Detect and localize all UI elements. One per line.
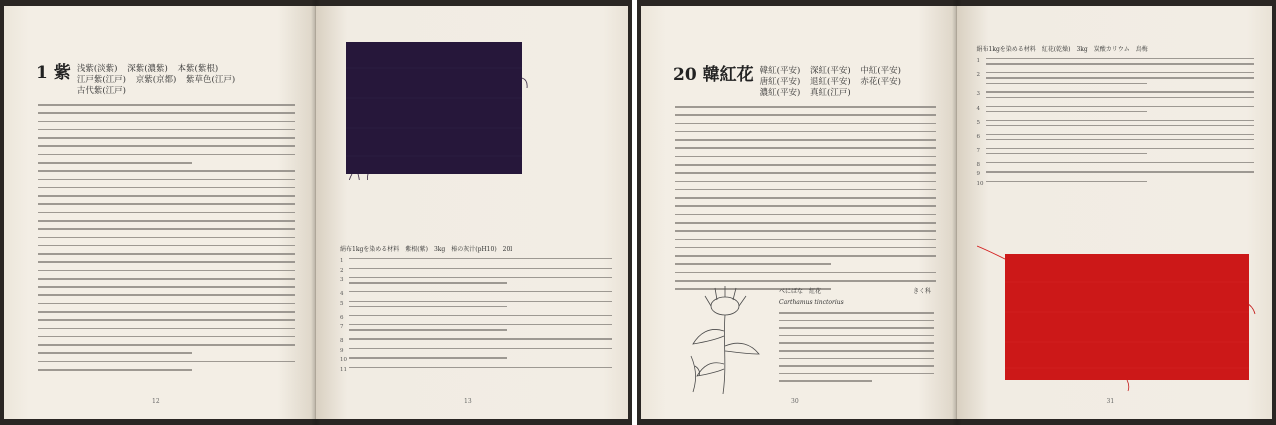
step-item: 9 xyxy=(340,348,612,354)
synonym: 真紅(江戸) xyxy=(810,88,851,98)
materials-caption: 絹布1kgを染める材料 紫根(紫) 3kg 椿の灰汁(pH10) 20l xyxy=(340,246,513,253)
dye-steps xyxy=(340,258,612,376)
step-item: 4 xyxy=(977,106,1255,117)
synonym: 濃紅(平安) xyxy=(759,88,801,98)
chapter-heading xyxy=(673,66,940,99)
synonym: 韓紅(平安) xyxy=(759,66,801,76)
synonym: 唐紅(平安) xyxy=(759,77,801,87)
chapter-title: 紫 xyxy=(53,63,71,83)
materials-caption: 絹布1kgを染める材料 紅花(乾燥) 3kg 炭酸カリウム 鳥梅 xyxy=(976,46,1148,53)
page-number: 31 xyxy=(1106,398,1115,405)
step-item: 6 xyxy=(340,315,612,321)
step-item: 9 xyxy=(977,171,1255,177)
synonym: 深紫(濃紫) xyxy=(127,64,168,74)
right-page xyxy=(957,6,1273,419)
chapter-title: 韓紅花 xyxy=(702,65,754,85)
safflower-illustration xyxy=(681,286,771,396)
synonym: 赤花(平安) xyxy=(860,77,901,87)
plant-description xyxy=(779,312,934,388)
step-item: 6 xyxy=(977,134,1255,145)
chapter-number: 20 xyxy=(673,65,697,85)
book-spread-murasaki xyxy=(0,0,632,425)
step-item: 7 xyxy=(977,148,1255,159)
synonym: 紫草色(江戸) xyxy=(186,75,236,85)
step-item: 11 xyxy=(340,367,612,373)
latin-name: Carthamus tinctorius xyxy=(779,299,844,306)
color-synonyms xyxy=(760,66,940,99)
book-spread-karakurenai xyxy=(637,0,1276,425)
step-item: 1 xyxy=(340,258,612,264)
page-number: 30 xyxy=(791,398,799,405)
right-page xyxy=(316,6,628,419)
synonym: 深紅(平安) xyxy=(810,66,851,76)
step-item: 10 xyxy=(977,181,1255,187)
page-number: 13 xyxy=(464,398,472,405)
left-page xyxy=(641,6,957,419)
murasaki-fabric-swatch xyxy=(338,38,528,180)
step-item: 8 xyxy=(340,338,612,344)
plant-name-label: べにばな 紅花 xyxy=(779,288,822,295)
dye-steps xyxy=(977,58,1255,190)
step-item: 3 xyxy=(340,277,612,288)
body-text xyxy=(38,104,295,377)
synonym: 京紫(京都) xyxy=(135,75,177,85)
body-text xyxy=(675,106,936,296)
chapter-heading xyxy=(36,64,277,97)
left-page xyxy=(4,6,316,419)
step-item: 3 xyxy=(977,91,1255,102)
page-number: 12 xyxy=(152,398,160,405)
synonym: 本紫(紫根) xyxy=(177,64,219,74)
step-item: 10 xyxy=(340,357,612,363)
plant-family-label: きく科 xyxy=(913,288,932,295)
step-item: 7 xyxy=(340,324,612,335)
step-item: 1 xyxy=(977,58,1255,69)
step-item: 8 xyxy=(977,162,1255,168)
synonym: 退紅(平安) xyxy=(810,77,851,87)
step-item: 2 xyxy=(977,72,1255,88)
synonym: 古代紫(江戸) xyxy=(76,86,126,96)
karakurenai-fabric-swatch xyxy=(977,242,1257,392)
color-synonyms xyxy=(77,64,277,97)
step-item: 5 xyxy=(977,120,1255,131)
step-item: 2 xyxy=(340,268,612,274)
step-item: 4 xyxy=(340,291,612,297)
synonym: 浅紫(淡紫) xyxy=(76,64,118,74)
synonym: 中紅(平安) xyxy=(860,66,901,76)
chapter-number: 1 xyxy=(36,63,48,83)
step-item: 5 xyxy=(340,301,612,312)
synonym: 江戸紫(江戸) xyxy=(76,75,126,85)
